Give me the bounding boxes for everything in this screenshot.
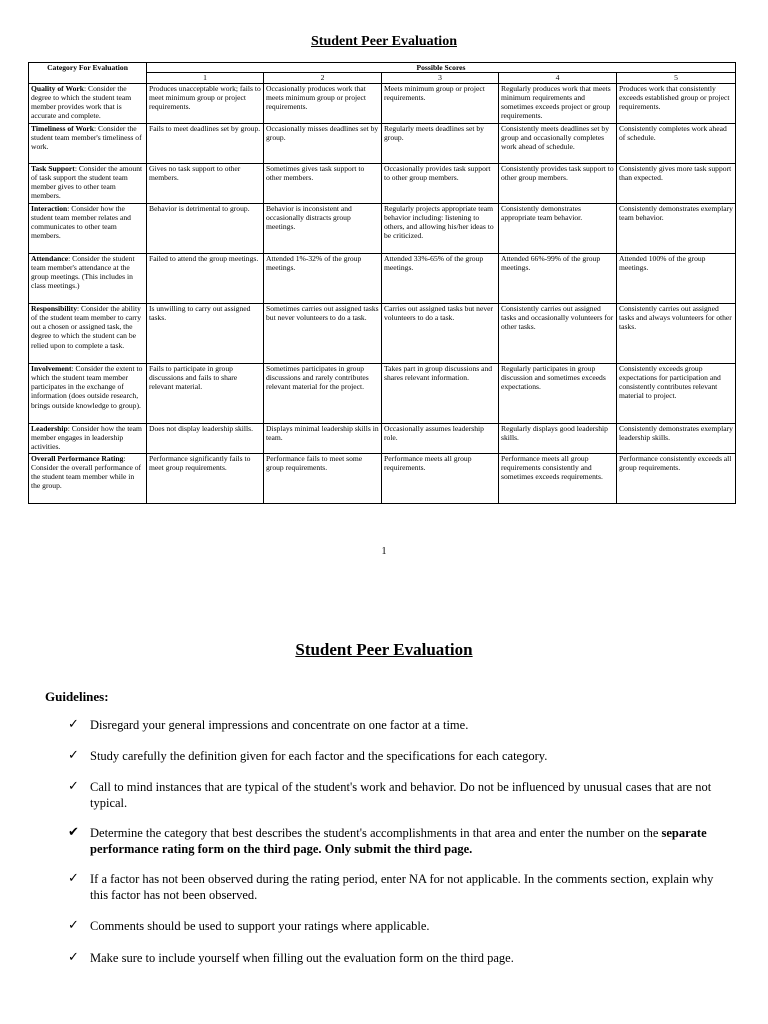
score-cell: Sometimes gives task support to other members. — [264, 163, 382, 203]
criterion-desc: : Consider the student team member's attendance at the group meetings. (This includes in class meetings.) — [31, 253, 135, 291]
list-item — [68, 918, 728, 934]
table-row — [29, 363, 736, 423]
score-cell: Performance fails to meet some group requirements. — [264, 453, 382, 503]
table-row — [29, 83, 736, 123]
score-cell: Regularly displays good leadership skills. — [499, 423, 617, 453]
score-cell: Performance significantly fails to meet group requirements. — [147, 453, 264, 503]
criterion-name: Involvement — [31, 363, 72, 373]
guideline-text: Determine the category that best describes the student's accomplishments in that area and enter the number on the — [90, 826, 662, 840]
table-row — [29, 423, 736, 453]
possible-scores-header: Possible Scores — [147, 63, 736, 73]
checkmark-icon: ✓ — [68, 779, 79, 794]
criterion-desc: : Consider the amount of task support the student team member gives to other team members. — [31, 163, 143, 201]
score-cell: Attended 66%-99% of the group meetings. — [499, 253, 617, 303]
guideline-text: Call to mind instances that are typical of the student's work and behavior. Do not be influenced by unusual cases that are not typical. — [90, 780, 712, 810]
table-header-row — [29, 63, 736, 73]
guideline-bold-text: separate performance rating form on the third page. Only submit the third page. — [90, 826, 707, 856]
guideline-text: Comments should be used to support your ratings where applicable. — [90, 919, 430, 933]
score-cell: Attended 100% of the group meetings. — [617, 253, 736, 303]
criterion-desc: : Consider how the student team member relates and communicates to other team members. — [31, 203, 131, 241]
score-5-header: 5 — [617, 73, 736, 83]
score-cell: Consistently completes work ahead of schedule. — [617, 123, 736, 163]
score-cell: Performance meets all group requirements. — [382, 453, 499, 503]
score-cell: Produces unacceptable work; fails to meet minimum group or project requirements. — [147, 83, 264, 123]
criterion-desc: : Consider the degree to which the student team member provides work that is accurate and complete. — [31, 83, 132, 121]
list-item — [68, 950, 728, 966]
list-item — [68, 871, 728, 903]
criterion-cell — [29, 303, 147, 363]
score-cell: Attended 33%-65% of the group meetings. — [382, 253, 499, 303]
page-2 — [0, 565, 768, 1024]
criterion-name: Responsibility — [31, 303, 77, 313]
score-cell: Behavior is inconsistent and occasionally distracts group meetings. — [264, 203, 382, 253]
score-cell: Performance meets all group requirements consistently and sometimes exceeds requirements. — [499, 453, 617, 503]
table-row — [29, 123, 736, 163]
criterion-cell — [29, 163, 147, 203]
criterion-cell — [29, 453, 147, 503]
table-row — [29, 253, 736, 303]
checkmark-icon: ✓ — [68, 918, 79, 933]
score-cell: Failed to attend the group meetings. — [147, 253, 264, 303]
score-cell: Takes part in group discussions and shares relevant information. — [382, 363, 499, 423]
score-cell: Performance consistently exceeds all group requirements. — [617, 453, 736, 503]
score-cell: Regularly projects appropriate team behavior including: listening to others, and allowing his/her ideas to be criticized. — [382, 203, 499, 253]
guideline-text: Make sure to include yourself when filling out the evaluation form on the third page. — [90, 951, 514, 965]
criterion-name: Task Support — [31, 163, 75, 173]
criterion-cell — [29, 123, 147, 163]
score-cell: Consistently carries out assigned tasks and always volunteers for other tasks. — [617, 303, 736, 363]
score-3-header: 3 — [382, 73, 499, 83]
checkmark-icon: ✓ — [68, 748, 79, 763]
criterion-name: Leadership — [31, 423, 68, 433]
criterion-cell — [29, 203, 147, 253]
criterion-desc: : Consider how the team member engages in leadership activities. — [31, 423, 142, 451]
criterion-name: Overall Performance Rating — [31, 453, 124, 463]
score-cell: Fails to meet deadlines set by group. — [147, 123, 264, 163]
list-item — [68, 717, 728, 733]
score-cell: Does not display leadership skills. — [147, 423, 264, 453]
checkmark-icon: ✓ — [68, 950, 79, 965]
criterion-desc: : Consider the student team member's timeliness of work. — [31, 123, 142, 151]
score-cell: Occasionally produces work that meets minimum group or project requirements. — [264, 83, 382, 123]
page-title: Student Peer Evaluation — [295, 640, 473, 659]
score-cell: Sometimes participates in group discussions and rarely contributes relevant material for the project. — [264, 363, 382, 423]
table-row — [29, 163, 736, 203]
criterion-name: Attendance — [31, 253, 69, 263]
score-4-header: 4 — [499, 73, 617, 83]
guidelines-list — [68, 717, 728, 966]
score-cell: Is unwilling to carry out assigned tasks. — [147, 303, 264, 363]
score-cell: Sometimes carries out assigned tasks but never volunteers to do a task. — [264, 303, 382, 363]
table-row — [29, 203, 736, 253]
criterion-cell — [29, 423, 147, 453]
score-cell: Gives no task support to other members. — [147, 163, 264, 203]
criterion-name: Quality of Work — [31, 83, 85, 93]
list-item — [68, 748, 728, 764]
score-cell: Consistently provides task support to other group members. — [499, 163, 617, 203]
score-cell: Occasionally assumes leadership role. — [382, 423, 499, 453]
score-cell: Carries out assigned tasks but never volunteers to do a task. — [382, 303, 499, 363]
score-cell: Consistently demonstrates exemplary team behavior. — [617, 203, 736, 253]
guideline-text: Study carefully the definition given for each factor and the specifications for each category. — [90, 749, 548, 763]
score-cell: Attended 1%-32% of the group meetings. — [264, 253, 382, 303]
score-cell: Produces work that consistently exceeds established group or project requirements. — [617, 83, 736, 123]
page-number: 1 — [381, 546, 387, 557]
score-cell: Occasionally misses deadlines set by group. — [264, 123, 382, 163]
category-header: Category For Evaluation — [29, 63, 147, 84]
criterion-desc: : Consider the overall performance of the student team member while in the group. — [31, 453, 142, 491]
score-cell: Behavior is detrimental to group. — [147, 203, 264, 253]
table-row — [29, 453, 736, 503]
checkmark-icon: ✓ — [68, 871, 79, 886]
bold-checkmark-icon: ✔ — [68, 825, 79, 840]
guideline-text: Disregard your general impressions and concentrate on one factor at a time. — [90, 718, 469, 732]
criterion-name: Interaction — [31, 203, 68, 213]
score-cell: Regularly produces work that meets minimum requirements and sometimes exceeds project or group requirements. — [499, 83, 617, 123]
criterion-desc: : Consider the ability of the student team member to carry out a chosen or assigned task, the degree to which the student can be relied upon to complete a task. — [31, 303, 142, 350]
score-cell: Regularly meets deadlines set by group. — [382, 123, 499, 163]
score-cell: Regularly participates in group discussion and sometimes exceeds expectations. — [499, 363, 617, 423]
page-title: Student Peer Evaluation — [311, 34, 457, 49]
criterion-cell — [29, 83, 147, 123]
criterion-desc: : Consider the extent to which the student team member participates in the exchange of information (does outside research, brings outside knowledge to group). — [31, 363, 143, 410]
criterion-name: Timeliness of Work — [31, 123, 95, 133]
guideline-text: If a factor has not been observed during the rating period, enter NA for not applicable. In the comments section, explain why this factor has not been observed. — [90, 872, 714, 902]
table-row — [29, 303, 736, 363]
evaluation-rubric-table — [28, 62, 736, 504]
checkmark-icon: ✓ — [68, 717, 79, 732]
list-item — [68, 779, 728, 811]
score-2-header: 2 — [264, 73, 382, 83]
score-cell: Occasionally provides task support to other group members. — [382, 163, 499, 203]
score-cell: Consistently exceeds group expectations for participation and consistently contributes relevant material to project. — [617, 363, 736, 423]
score-cell: Consistently meets deadlines set by group and occasionally completes work ahead of schedule. — [499, 123, 617, 163]
score-1-header: 1 — [147, 73, 264, 83]
score-cell: Fails to participate in group discussions and fails to share relevant material. — [147, 363, 264, 423]
score-cell: Consistently carries out assigned tasks and occasionally volunteers for other tasks. — [499, 303, 617, 363]
score-cell: Consistently gives more task support than expected. — [617, 163, 736, 203]
score-cell: Meets minimum group or project requirements. — [382, 83, 499, 123]
score-cell: Displays minimal leadership skills in team. — [264, 423, 382, 453]
score-cell: Consistently demonstrates exemplary leadership skills. — [617, 423, 736, 453]
criterion-cell — [29, 363, 147, 423]
list-item — [68, 825, 728, 857]
guidelines-heading: Guidelines: — [45, 689, 109, 704]
criterion-cell — [29, 253, 147, 303]
score-cell: Consistently demonstrates appropriate team behavior. — [499, 203, 617, 253]
